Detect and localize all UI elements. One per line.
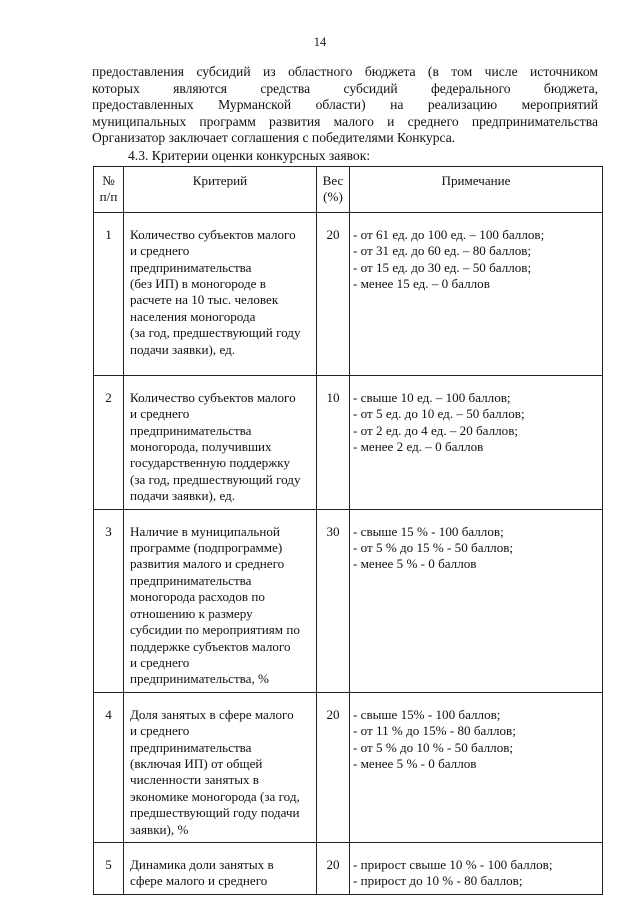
- criterion-cell: [124, 375, 317, 509]
- note-line: - от 61 ед. до 100 ед. – 100 баллов;: [353, 226, 545, 242]
- criteria-table: [93, 166, 603, 895]
- criterion-cell: [124, 842, 317, 894]
- criterion-line: численности занятых в: [130, 772, 259, 788]
- note-cell: [350, 509, 603, 692]
- header-num: [94, 167, 124, 213]
- note-line: - от 2 ед. до 4 ед. – 20 баллов;: [353, 422, 519, 438]
- weight-cell: 20: [317, 212, 350, 375]
- header-criterion: Критерий: [124, 167, 317, 213]
- table-header-row: [94, 167, 603, 213]
- criterion-line: населения моногорода: [130, 308, 256, 324]
- criterion-line: предшествующий году подачи: [130, 805, 300, 821]
- note-line: - менее 5 % - 0 баллов: [353, 755, 477, 771]
- weight-cell: 10: [317, 375, 350, 509]
- row-number-cell: 1: [94, 212, 124, 375]
- criterion-line: предпринимательства: [130, 422, 252, 438]
- table-row: [94, 375, 603, 509]
- note-line: - от 5 % до 15 % - 50 баллов;: [353, 540, 514, 556]
- table-row: [94, 692, 603, 842]
- criterion-line: моногорода расходов по: [130, 589, 265, 605]
- section-heading: 4.3. Критерии оценки конкурсных заявок:: [128, 148, 371, 163]
- note-line: - свыше 10 ед. – 100 баллов;: [353, 389, 511, 405]
- weight-cell: 20: [317, 842, 350, 894]
- intro-line: предоставленных Мурманской области) на реализацию мероприятий: [92, 97, 598, 113]
- note-line: - от 5 ед. до 10 ед. – 50 баллов;: [353, 406, 525, 422]
- criterion-line: моногорода, получивших: [130, 439, 272, 455]
- header-note: Примечание: [350, 167, 603, 213]
- note-cell: [350, 212, 603, 375]
- criterion-line: Количество субъектов малого: [130, 226, 296, 242]
- criterion-line: и среднего: [130, 723, 190, 739]
- header-weight-line: (%): [323, 189, 343, 205]
- criterion-line: отношению к размеру: [130, 605, 253, 621]
- note-line: - менее 5 % - 0 баллов: [353, 556, 477, 572]
- table-row: [94, 842, 603, 894]
- note-line: - свыше 15 % - 100 баллов;: [353, 523, 504, 539]
- note-line: - от 15 ед. до 30 ед. – 50 баллов;: [353, 259, 532, 275]
- criterion-cell: [124, 509, 317, 692]
- note-line: - от 11 % до 15% - 80 баллов;: [353, 723, 516, 739]
- criterion-line: предпринимательства: [130, 572, 252, 588]
- criterion-line: Доля занятых в сфере малого: [130, 706, 294, 722]
- note-line: - прирост до 10 % - 80 баллов;: [353, 873, 523, 889]
- header-weight: [317, 167, 350, 213]
- criterion-line: сфере малого и среднего: [130, 873, 268, 889]
- note-line: - свыше 15% - 100 баллов;: [353, 706, 501, 722]
- header-num-line: п/п: [99, 189, 118, 205]
- criteria-table-body: [94, 212, 603, 894]
- criterion-line: предпринимательства: [130, 259, 252, 275]
- criterion-line: государственную поддержку: [130, 455, 290, 471]
- criterion-line: расчете на 10 тыс. человек: [130, 292, 279, 308]
- criterion-line: (включая ИП) от общей: [130, 755, 263, 771]
- row-number-cell: 3: [94, 509, 124, 692]
- criterion-cell: [124, 692, 317, 842]
- header-weight-line: Вес: [322, 173, 344, 188]
- row-number-cell: 5: [94, 842, 124, 894]
- table-row: [94, 509, 603, 692]
- criterion-cell: [124, 212, 317, 375]
- criterion-line: и среднего: [130, 243, 190, 259]
- criterion-line: (за год, предшествующий году: [130, 471, 301, 487]
- criterion-line: заявки), %: [130, 821, 189, 837]
- note-cell: [350, 692, 603, 842]
- criterion-line: Наличие в муниципальной: [130, 523, 280, 539]
- criterion-line: подачи заявки), ед.: [130, 488, 236, 504]
- note-line: - менее 15 ед. – 0 баллов: [353, 276, 490, 292]
- note-line: - от 5 % до 10 % - 50 баллов;: [353, 739, 514, 755]
- note-line: - от 31 ед. до 60 ед. – 80 баллов;: [353, 243, 532, 259]
- intro-paragraph: [92, 64, 598, 147]
- criterion-line: подачи заявки), ед.: [130, 341, 236, 357]
- criterion-line: поддержке субъектов малого: [130, 638, 291, 654]
- criterion-line: предпринимательства: [130, 739, 252, 755]
- criterion-line: экономике моногорода (за год,: [130, 788, 300, 804]
- table-row: [94, 212, 603, 375]
- criterion-line: Количество субъектов малого: [130, 389, 296, 405]
- criterion-line: развития малого и среднего: [130, 556, 285, 572]
- note-cell: [350, 375, 603, 509]
- weight-cell: 20: [317, 692, 350, 842]
- criterion-line: (без ИП) в моногороде в: [130, 276, 266, 292]
- intro-line: Организатор заключает соглашения с победителями Конкурса.: [92, 130, 456, 146]
- criterion-line: и среднего: [130, 654, 190, 670]
- criterion-line: (за год, предшествующий году: [130, 325, 301, 341]
- criterion-line: программе (подпрограмме): [130, 540, 283, 556]
- row-number-cell: 2: [94, 375, 124, 509]
- intro-line: предоставления субсидий из областного бюджета (в том числе источником: [92, 64, 598, 79]
- criterion-line: субсидии по мероприятиям по: [130, 622, 300, 638]
- note-line: - прирост свыше 10 % - 100 баллов;: [353, 856, 553, 872]
- intro-line: которых являются средства субсидий федерального бюджета,: [92, 80, 598, 96]
- row-number-cell: 4: [94, 692, 124, 842]
- criterion-line: и среднего: [130, 406, 190, 422]
- header-num-line: №: [102, 173, 115, 188]
- page-number: 14: [313, 35, 327, 49]
- weight-cell: 30: [317, 509, 350, 692]
- criterion-line: предпринимательства, %: [130, 671, 269, 687]
- criterion-line: Динамика доли занятых в: [130, 856, 274, 872]
- intro-line: муниципальных программ развития малого и среднего предпринимательства: [92, 113, 598, 129]
- note-cell: [350, 842, 603, 894]
- note-line: - менее 2 ед. – 0 баллов: [353, 439, 484, 455]
